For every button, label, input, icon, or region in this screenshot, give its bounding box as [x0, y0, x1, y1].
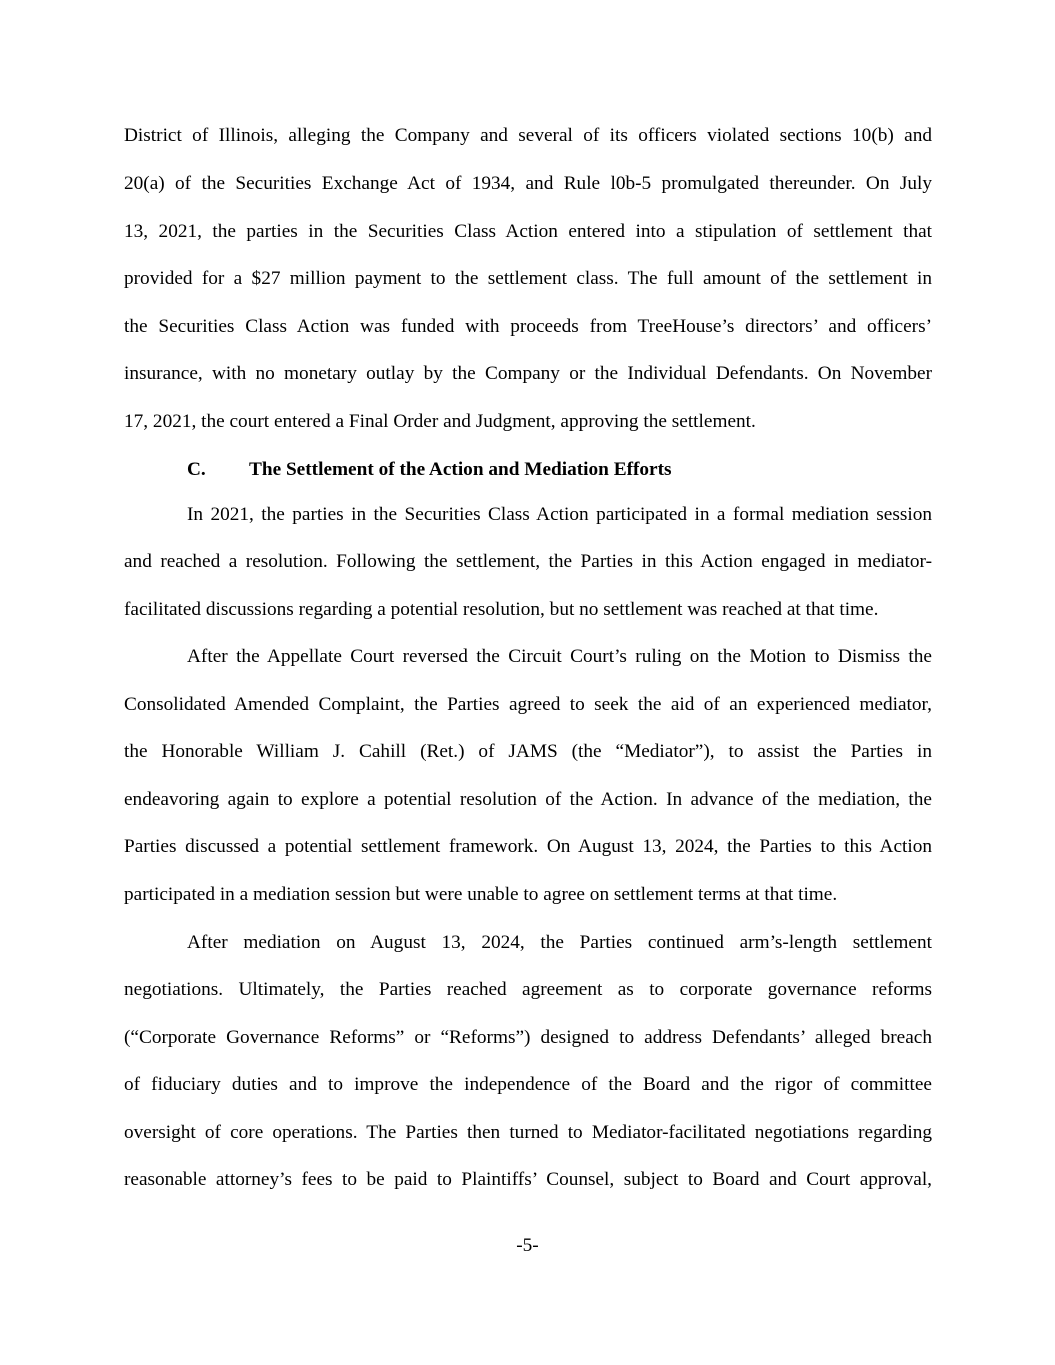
paragraph-3-line: participated in a mediation session but were unable to agree on settlement terms at that time. — [124, 884, 838, 905]
paragraph-1-line: 13, 2021, the parties in the Securities Class Action entered into a stipulation of settlement that — [124, 221, 932, 242]
section-title: The Settlement of the Action and Mediation Efforts — [249, 459, 672, 480]
paragraph-4-line: reasonable attorney’s fees to be paid to Plaintiffs’ Counsel, subject to Board and Court approval, — [124, 1169, 932, 1190]
paragraph-4-line: of fiduciary duties and to improve the independence of the Board and the rigor of committee — [124, 1074, 932, 1095]
paragraph-4-line: (“Corporate Governance Reforms” or “Reforms”) designed to address Defendants’ alleged breach — [124, 1027, 932, 1048]
page-number: -5- — [516, 1235, 539, 1256]
paragraph-3-line: Consolidated Amended Complaint, the Parties agreed to seek the aid of an experienced mediator, — [124, 694, 932, 715]
paragraph-1-line: the Securities Class Action was funded with proceeds from TreeHouse’s directors’ and officers’ — [124, 316, 932, 337]
paragraph-4-line: After mediation on August 13, 2024, the Parties continued arm’s-length settlement — [187, 932, 932, 953]
paragraph-2-line: and reached a resolution. Following the settlement, the Parties in this Action engaged in mediator- — [124, 551, 932, 572]
paragraph-2-line: facilitated discussions regarding a potential resolution, but no settlement was reached at that time. — [124, 599, 879, 620]
paragraph-1-line: insurance, with no monetary outlay by the Company or the Individual Defendants. On November — [124, 363, 932, 384]
paragraph-3-line: endeavoring again to explore a potential resolution of the Action. In advance of the mediation, the — [124, 789, 932, 810]
paragraph-4-line: negotiations. Ultimately, the Parties reached agreement as to corporate governance reforms — [124, 979, 932, 1000]
paragraph-3-line: Parties discussed a potential settlement framework. On August 13, 2024, the Parties to this Action — [124, 836, 932, 857]
paragraph-3-line: After the Appellate Court reversed the Circuit Court’s ruling on the Motion to Dismiss the — [187, 646, 932, 667]
paragraph-1-line: 17, 2021, the court entered a Final Order and Judgment, approving the settlement. — [124, 411, 756, 432]
paragraph-1-line: District of Illinois, alleging the Company and several of its officers violated sections 10(b) and — [124, 125, 932, 146]
paragraph-2-line: In 2021, the parties in the Securities Class Action participated in a formal mediation session — [187, 504, 932, 525]
paragraph-4-line: oversight of core operations. The Parties then turned to Mediator-facilitated negotiations regarding — [124, 1122, 932, 1143]
section-letter: C. — [187, 459, 206, 480]
section-heading — [187, 458, 672, 482]
paragraph-3-line: the Honorable William J. Cahill (Ret.) of JAMS (the “Mediator”), to assist the Parties in — [124, 741, 932, 762]
paragraph-1-line: provided for a $27 million payment to the settlement class. The full amount of the settlement in — [124, 268, 932, 289]
paragraph-1-line: 20(a) of the Securities Exchange Act of 1934, and Rule l0b-5 promulgated thereunder. On July — [124, 173, 932, 194]
